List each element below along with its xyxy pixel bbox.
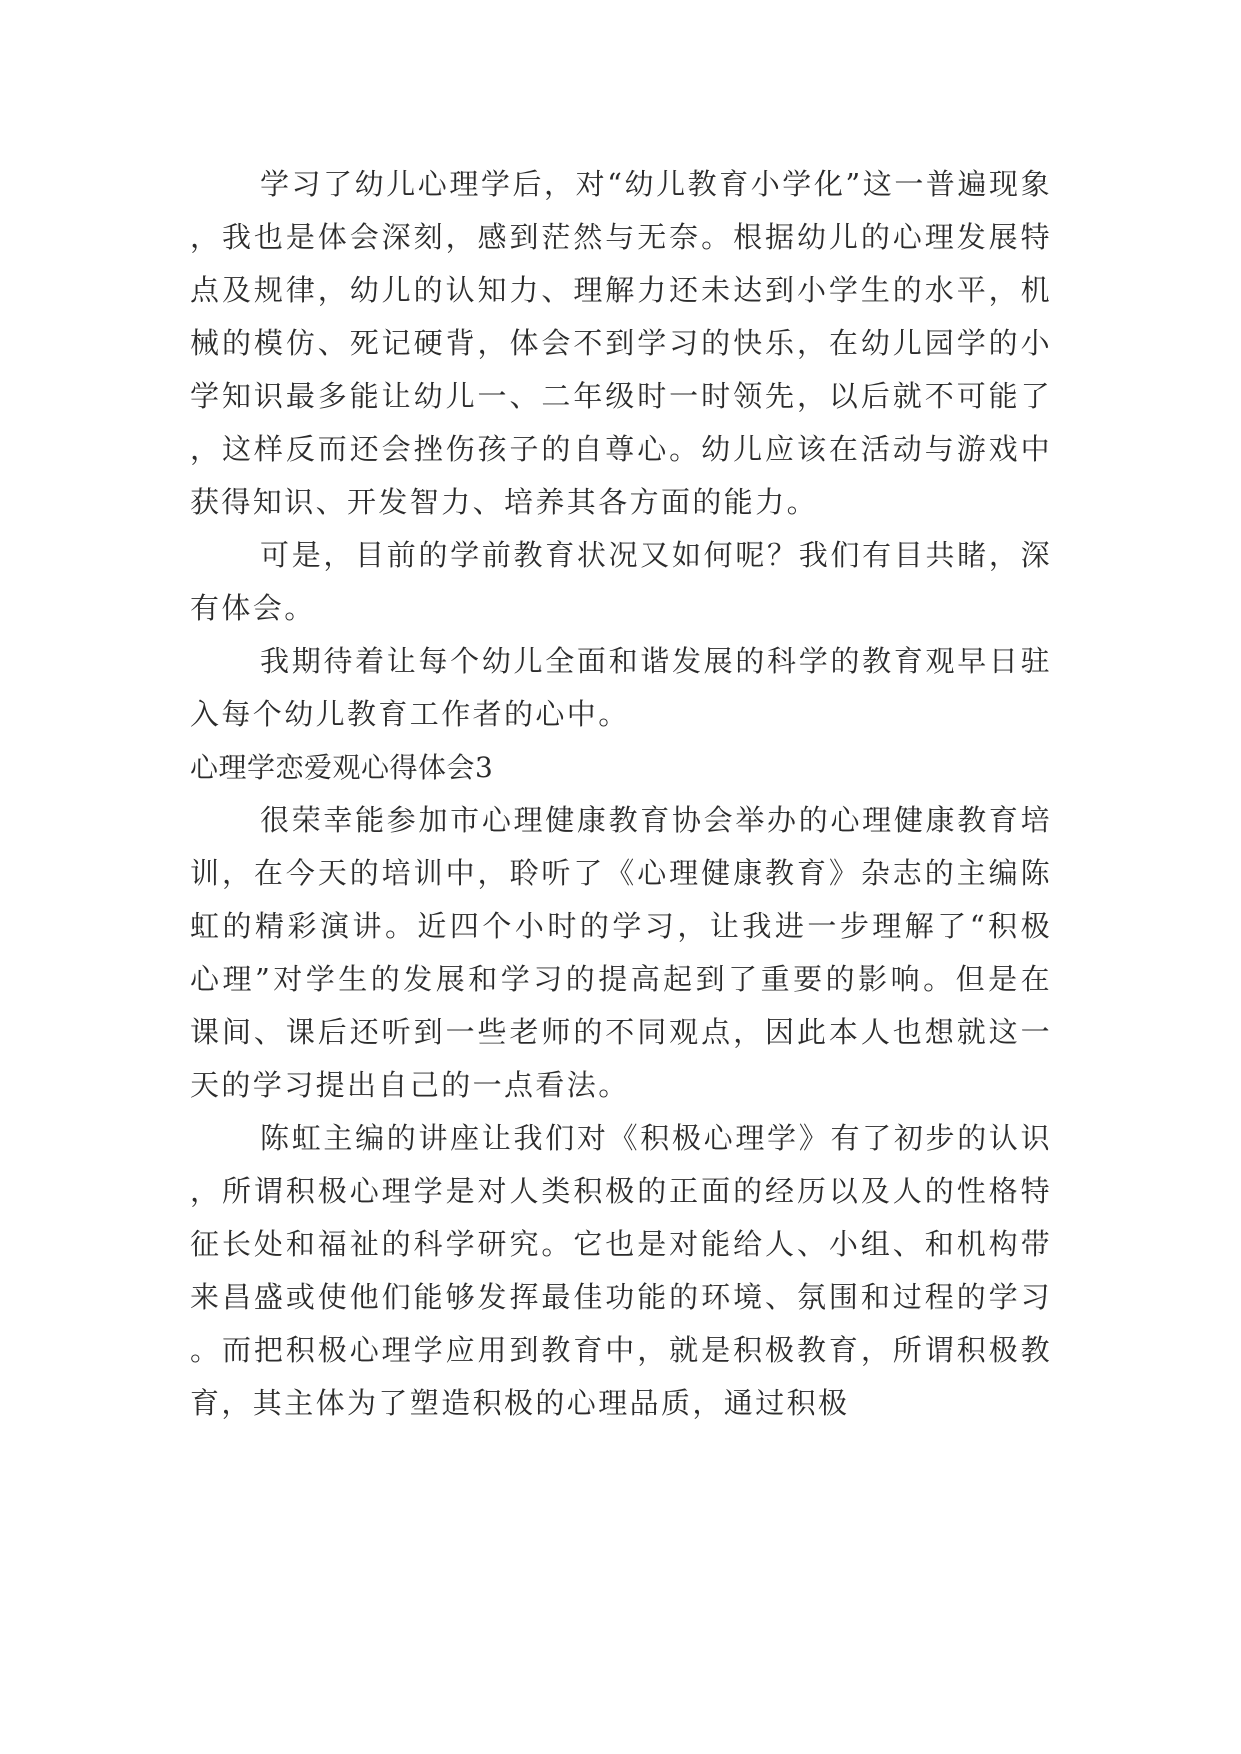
paragraph-5: 陈虹主编的讲座让我们对《积极心理学》有了初步的认识，所谓积极心理学是对人类积极的正面的经历以及人的性格特征长处和福祉的科学研究。它也是对能给人、小组、和机构带来昌盛或使他们能够发挥最佳功能的环境、氛围和过程的学习。而把积极心理学应用到教育中，就是积极教育，所谓积极教育，其主体为了塑造积极的心理品质，通过积极 bbox=[190, 1121, 1052, 1420]
section-heading: 心理学恋爱观心得体会3 bbox=[190, 751, 494, 784]
paragraph-3: 我期待着让每个幼儿全面和谐发展的科学的教育观早日驻入每个幼儿教育工作者的心中。 bbox=[190, 644, 1052, 731]
paragraph-1: 学习了幼儿心理学后，对“幼儿教育小学化”这一普遍现象，我也是体会深刻，感到茫然与无奈。根据幼儿的心理发展特点及规律，幼儿的认知力、理解力还未达到小学生的水平，机械的模仿、死记硬背，体会不到学习的快乐，在幼儿园学的小学知识最多能让幼儿一、二年级时一时领先，以后就不可能了，这样反而还会挫伤孩子的自尊心。幼儿应该在活动与游戏中获得知识、开发智力、培养其各方面的能力。 bbox=[190, 167, 1052, 519]
paragraph-2: 可是，目前的学前教育状况又如何呢？我们有目共睹，深有体会。 bbox=[190, 538, 1052, 625]
document-body bbox=[190, 158, 1052, 1430]
paragraph-4: 很荣幸能参加市心理健康教育协会举办的心理健康教育培训，在今天的培训中，聆听了《心理健康教育》杂志的主编陈虹的精彩演讲。近四个小时的学习，让我进一步理解了“积极心理”对学生的发展和学习的提高起到了重要的影响。但是在课间、课后还听到一些老师的不同观点，因此本人也想就这一天的学习提出自己的一点看法。 bbox=[190, 803, 1052, 1102]
